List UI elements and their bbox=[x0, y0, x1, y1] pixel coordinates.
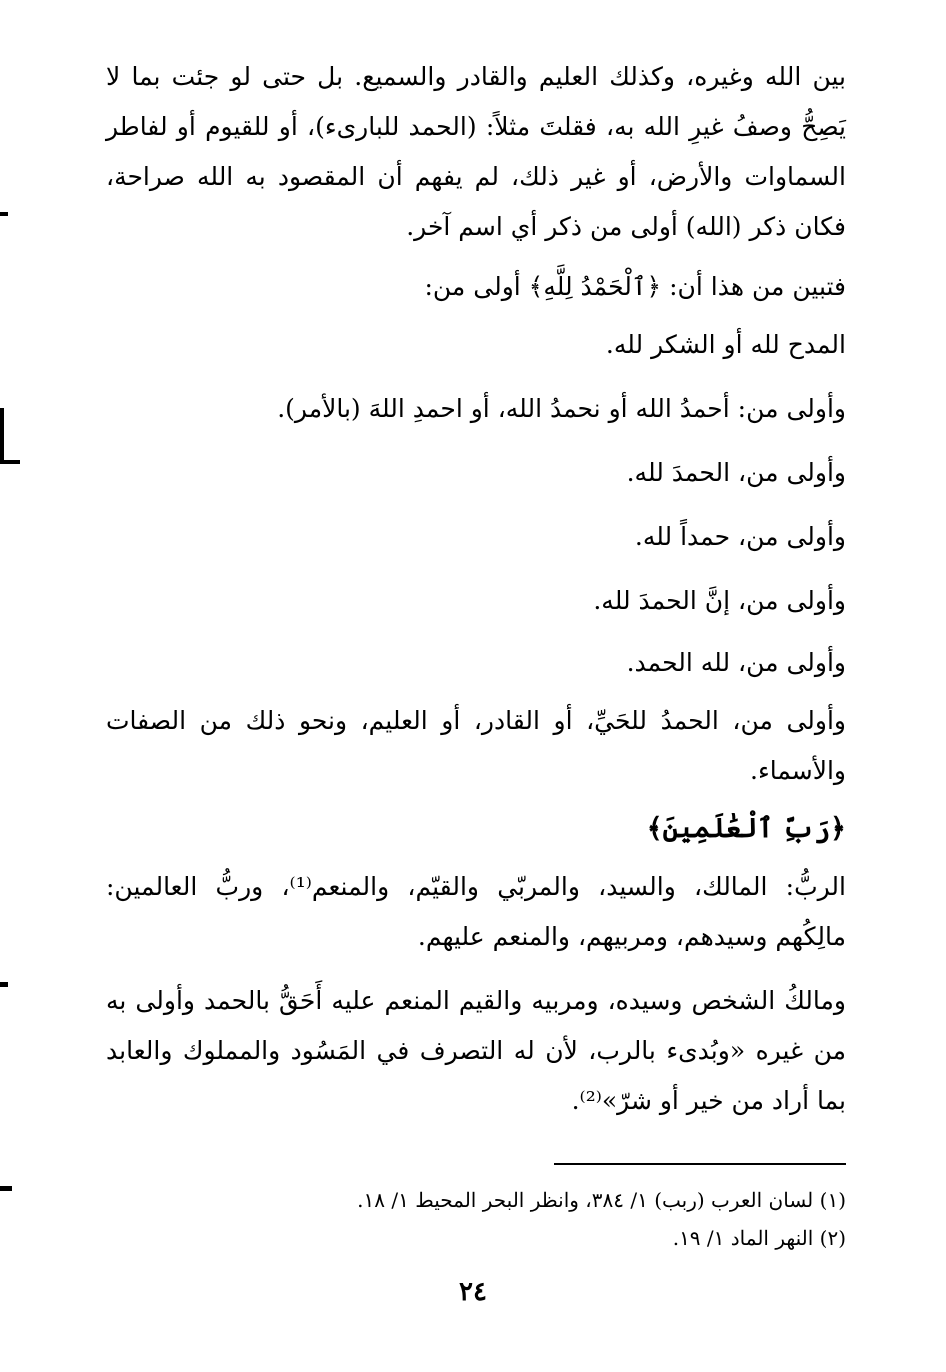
footnote-2: (٢) النهر الماد ١/ ١٩. bbox=[672, 1226, 846, 1250]
scan-mark-bottom bbox=[0, 1186, 12, 1191]
line-accusative: وأولى من، الحمدَ لله. bbox=[626, 458, 846, 487]
scan-mark-lower bbox=[0, 982, 8, 987]
line-verb-forms: وأولى من: أحمدُ الله أو نحمدُ الله، أو احمدِ اللهَ (بالأمر). bbox=[277, 394, 846, 423]
scan-mark-middle bbox=[0, 408, 4, 464]
line-praise-or-thanks: المدح لله أو الشكر لله. bbox=[605, 330, 846, 359]
paragraph-continuation: بين الله وغيره، وكذلك العليم والقادر والسميع. بل حتى لو جئت بما لا يَصِحُّ وصفُ غيرِ الله به، فقلتَ مثلاً: (الحمد للبارىء)، أو للقيوم أو لفاطر السماوات والأرض، أو غير ذلك، لم يفهم أن المقصود به الله صراحة، فكان ذكر (الله) أولى من ذكر أي اسم آخر. bbox=[106, 62, 846, 241]
line-lillah-alhamd: وأولى من، لله الحمد. bbox=[626, 648, 846, 677]
paragraph-owner-worthier: ومالكُ الشخص وسيده، ومربيه والقيم المنعم عليه أَحَقُّ بالحمد وأولى به من غيره «وبُدىء بالرب، لأن له التصرف في المَسُود والمملوك والعابد بما أراد من خير أو شرّ»⁽²⁾. bbox=[106, 986, 846, 1115]
footnote-1: (١) لسان العرب (ربب) ١/ ٣٨٤، وانظر البحر المحيط ١/ ١٨. bbox=[357, 1188, 846, 1212]
footnote-divider bbox=[554, 1163, 846, 1165]
paragraph-rabb-definition: الربُّ: المالك، والسيد، والمربّي والقيّم، والمنعم⁽¹⁾، وربُّ العالمين: مالِكُهم وسيدهم، ومربيهم، والمنعم عليهم. bbox=[106, 872, 846, 951]
line-conclusion: فتبين من هذا أن: ﴿ٱلْحَمْدُ لِلَّهِ﴾ أولى من: bbox=[424, 272, 846, 301]
paragraph-attributes: وأولى من، الحمدُ للحَيِّ، أو القادر، أو العليم، ونحو ذلك من الصفات والأسماء. bbox=[106, 706, 846, 785]
scan-mark-top bbox=[0, 212, 8, 216]
page-number: ٢٤ bbox=[459, 1277, 487, 1307]
line-inna: وأولى من، إنَّ الحمدَ لله. bbox=[593, 586, 846, 615]
scan-mark-middle-foot bbox=[0, 460, 20, 464]
section-heading: ﴿رَبِّ ٱلْعَٰلَمِينَ﴾ bbox=[646, 813, 846, 844]
line-hamdan: وأولى من، حمداً لله. bbox=[634, 522, 846, 551]
